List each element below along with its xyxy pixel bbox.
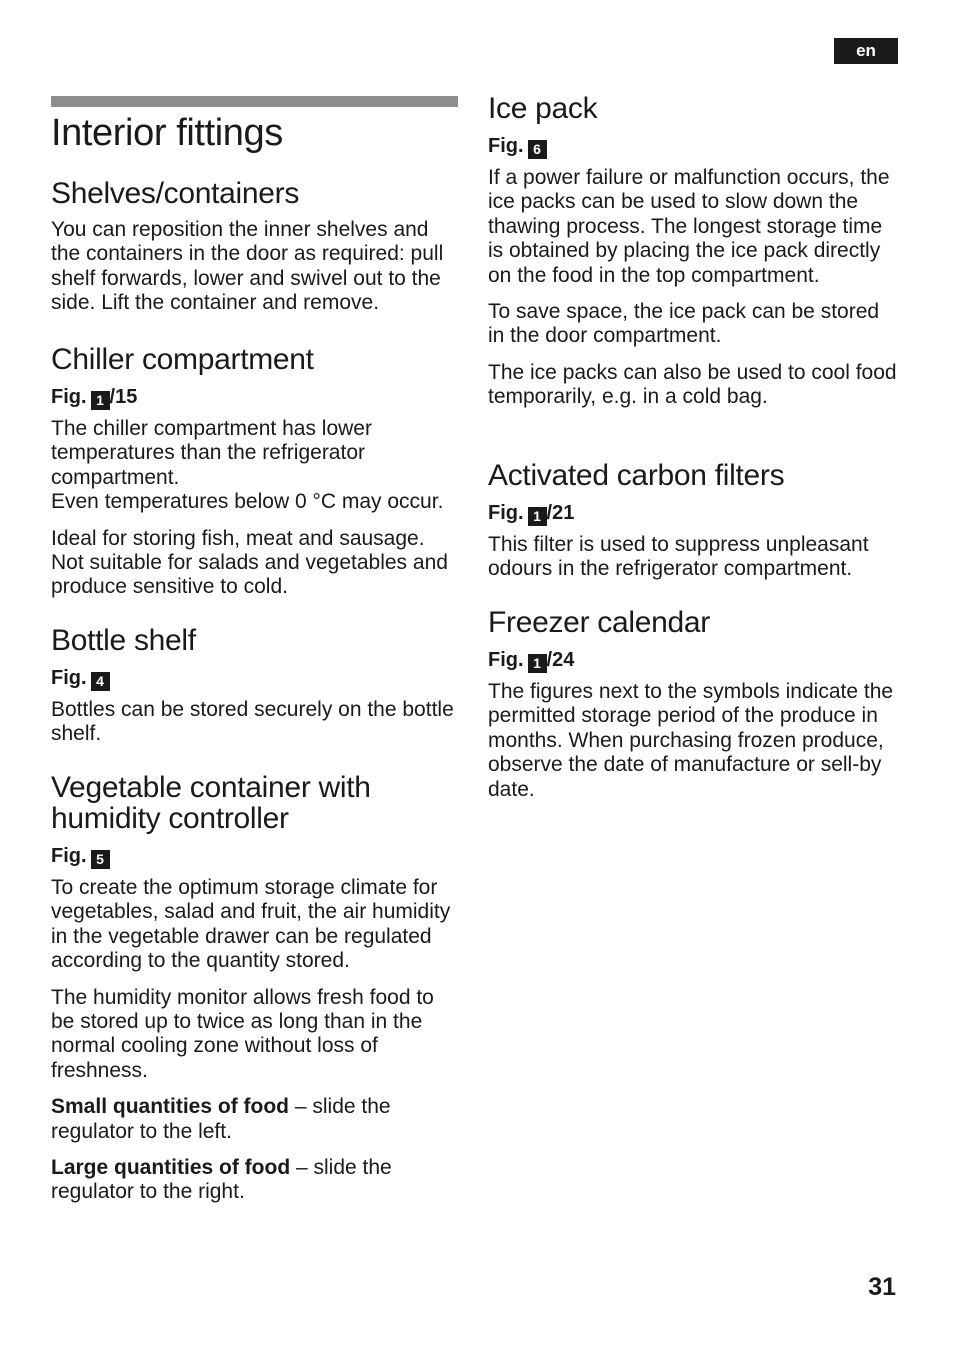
section-vegetable-container [51, 772, 461, 1205]
section-heading: Bottle shelf [51, 624, 196, 657]
section-text: Bottles can be stored securely on the bottle shelf. [51, 698, 454, 746]
figure-ref [51, 844, 461, 869]
figure-label: Fig. [488, 135, 524, 157]
section-ice-pack [488, 93, 898, 410]
section-text: Even temperatures below 0 °C may occur. [51, 490, 444, 514]
small-quantities-note [51, 1095, 461, 1144]
title-rule [51, 96, 458, 107]
figure-ref [488, 134, 898, 159]
section-heading: Activated carbon filters [488, 459, 785, 492]
section-text: The humidity monitor allows fresh food to be stored up to twice as long than in the normal cooling zone without loss of freshness. [51, 985, 434, 1082]
section-heading [51, 772, 461, 834]
figure-ref [488, 501, 898, 526]
figure-number-box: 1 [91, 391, 110, 410]
note-text: – slide the regulator to the right. [51, 1156, 392, 1204]
section-text: The chiller compartment has lower temperatures than the refrigerator compartment. [51, 417, 372, 489]
section-carbon-filters [488, 460, 898, 582]
figure-number-box: 1 [528, 507, 547, 526]
note-label: Small quantities of food [51, 1095, 290, 1119]
page-number: 31 [868, 1273, 896, 1301]
language-tab: en [834, 38, 898, 64]
figure-suffix: /21 [546, 502, 575, 524]
figure-label: Fig. [51, 667, 87, 689]
section-text: You can reposition the inner shelves and the containers in the door as required: pull shelf forwards, lower and swivel out to the side. Lift the container and remove. [51, 218, 444, 315]
section-text: This filter is used to suppress unpleasant odours in the refrigerator compartment. [488, 533, 869, 581]
note-label: Large quantities of food [51, 1156, 291, 1180]
section-text: To create the optimum storage climate for vegetables, salad and fruit, the air humidity in the vegetable drawer can be regulated according to the quantity stored. [51, 876, 451, 973]
section-chiller [51, 344, 461, 600]
figure-number-box: 5 [91, 850, 110, 869]
section-text: If a power failure or malfunction occurs, the ice packs can be used to slow down the thawing process. The longest storage time is obtained by placing the ice pack directly on the food in the top compartment. [488, 166, 890, 287]
figure-ref [51, 385, 461, 410]
section-text: To save space, the ice pack can be stored in the door compartment. [488, 300, 880, 348]
page-title: Interior fittings [51, 112, 283, 154]
figure-number-box: 1 [528, 654, 547, 673]
figure-label: Fig. [488, 649, 524, 671]
section-heading: Shelves/containers [51, 177, 300, 210]
figure-label: Fig. [51, 845, 87, 867]
section-heading: Ice pack [488, 92, 598, 125]
section-heading: Chiller compartment [51, 343, 314, 376]
figure-ref [51, 666, 461, 691]
figure-suffix: /24 [546, 649, 575, 671]
figure-suffix: /15 [109, 386, 138, 408]
heading-line: humidity controller [51, 802, 289, 835]
large-quantities-note [51, 1156, 461, 1205]
section-freezer-calendar [488, 607, 898, 802]
figure-number-box: 4 [91, 672, 110, 691]
note-text: – slide the regulator to the left. [51, 1095, 391, 1143]
section-bottle-shelf [51, 625, 461, 747]
section-text: Ideal for storing fish, meat and sausage. Not suitable for salads and vegetables and produce sensitive to cold. [51, 526, 448, 599]
section-heading: Freezer calendar [488, 606, 710, 639]
figure-label: Fig. [51, 386, 87, 408]
figure-ref [488, 648, 898, 673]
heading-line: Vegetable container with [51, 771, 371, 804]
figure-number-box: 6 [528, 140, 547, 159]
figure-label: Fig. [488, 502, 524, 524]
section-text: The ice packs can also be used to cool food temporarily, e.g. in a cold bag. [488, 360, 897, 409]
section-shelves [51, 178, 461, 316]
section-text: The figures next to the symbols indicate the permitted storage period of the produce in months. When purchasing frozen produce, observe the date of manufacture or sell-by date. [488, 680, 894, 801]
